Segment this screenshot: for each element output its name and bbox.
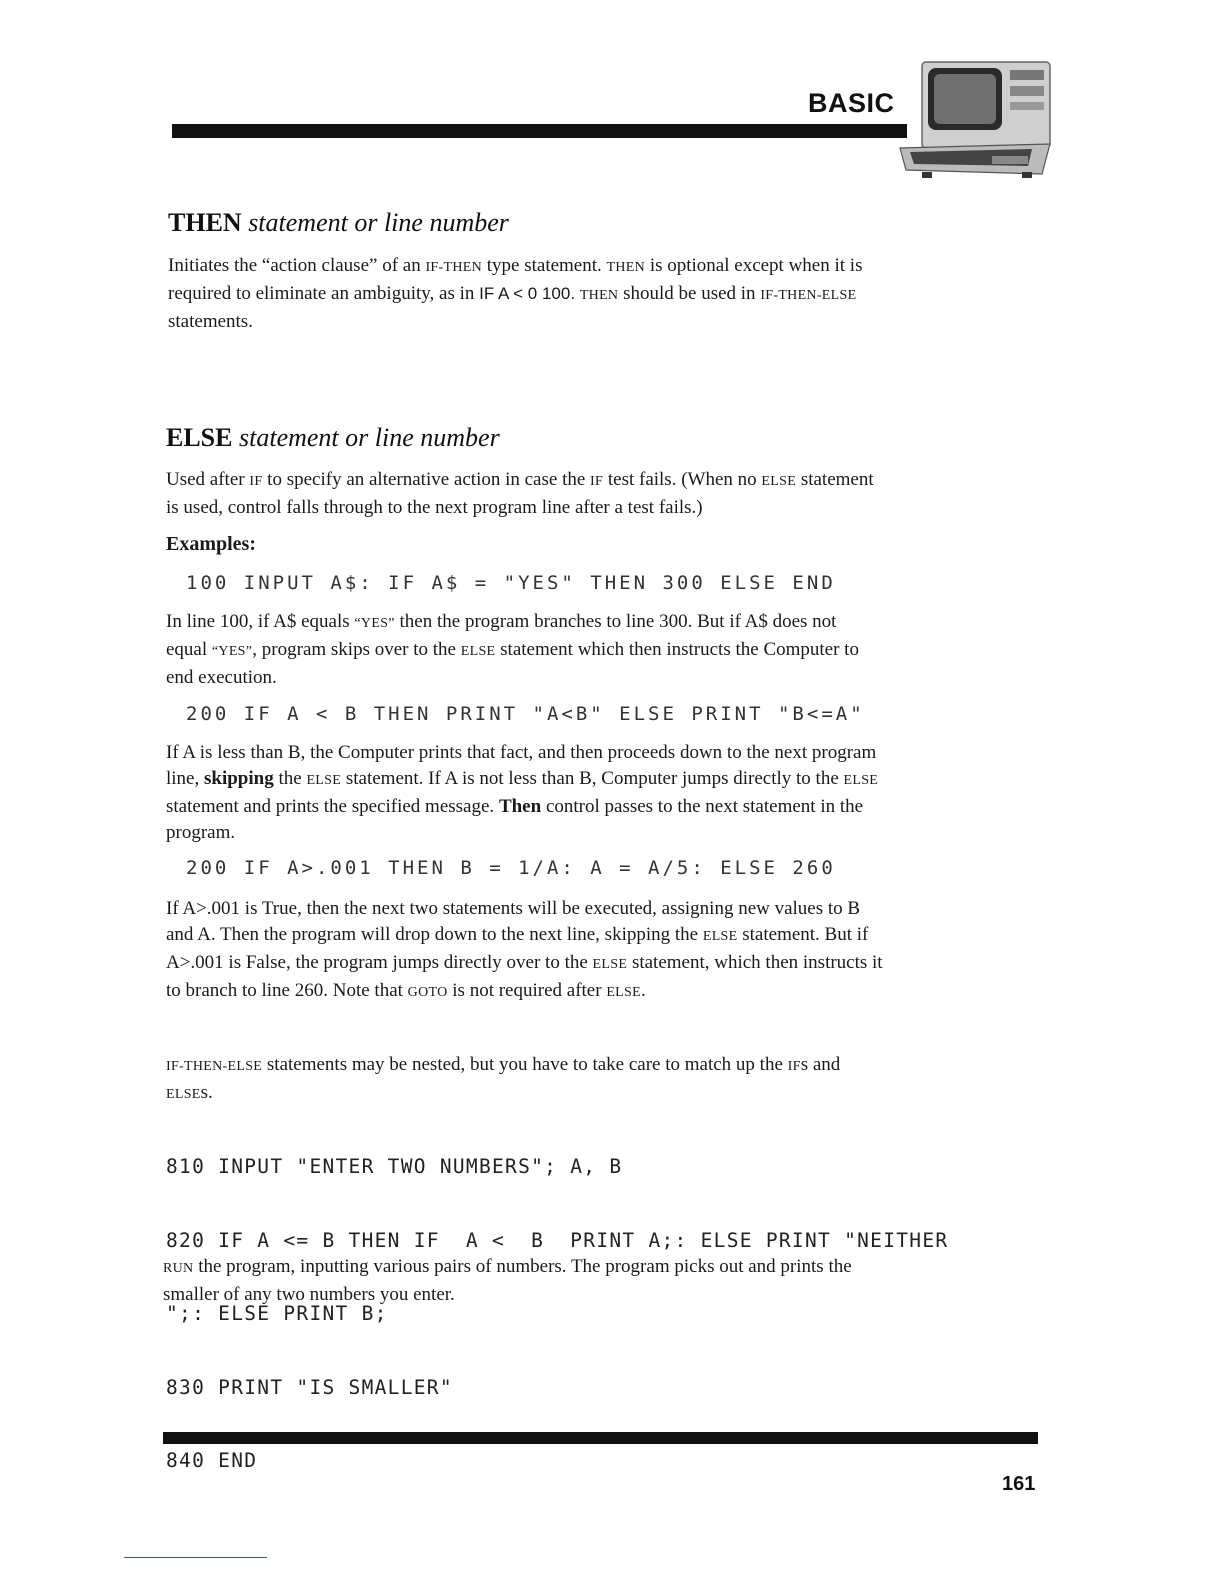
program-line: ";: ELSE PRINT B; (166, 1302, 388, 1325)
then-heading: THEN statement or line number (168, 208, 509, 237)
section-title: BASIC (808, 88, 895, 118)
example-2-explanation: If A is less than B, the Computer prints that fact, and then proceeds down to the next program line, skipping the ELSE statement. If A is not less than B, Computer jumps directly to the ELSE statement and prints the specified message. Then control passes to the next statement in the program. (166, 742, 879, 843)
page-number: 161 (1002, 1473, 1036, 1495)
nesting-note: IF-THEN-ELSE statements may be nested, but you have to take care to match up the IFs and ELSEs. (166, 1054, 841, 1103)
code-example-3: 200 IF A>.001 THEN B = 1/A: A = A/5: ELSE 260 (186, 857, 836, 879)
footer-divider (124, 1557, 267, 1558)
example-3-explanation: If A>.001 is True, then the next two statements will be executed, assigning new values to B and A. Then the program will drop down to the next line, skipping the ELSE statement. But if A>.001 is False, the program jumps directly over to the ELSE statement, which then instructs it to branch to line 260. Note that GOTO is not required after ELSE. (166, 898, 883, 1001)
footer-rule (163, 1432, 1038, 1444)
else-heading: ELSE statement or line number (166, 423, 500, 452)
then-paragraph: Initiates the “action clause” of an IF-THEN type statement. THEN is optional except when it is required to eliminate an ambiguity, as in IF A < 0 100. THEN should be used in IF-THEN-ELSE statements. (168, 255, 863, 332)
header-rule (172, 124, 907, 138)
code-example-1: 100 INPUT A$: IF A$ = "YES" THEN 300 ELSE END (186, 572, 836, 594)
vintage-computer-icon (892, 56, 1064, 184)
program-line: 810 INPUT "ENTER TWO NUMBERS"; A, B (166, 1155, 623, 1178)
example-1-explanation: In line 100, if A$ equals “YES” then the program branches to line 300. But if A$ does not equal “YES”, program skips over to the ELSE statement which then instructs the Computer to end execution. (166, 611, 859, 688)
program-line: 830 PRINT "IS SMALLER" (166, 1375, 453, 1399)
code-example-2: 200 IF A < B THEN PRINT "A<B" ELSE PRINT "B<=A" (186, 703, 865, 725)
run-instructions: RUN the program, inputting various pairs of numbers. The program picks out and prints the smaller of any two numbers you enter. (163, 1256, 852, 1305)
program-line: 840 END (166, 1449, 258, 1472)
examples-label: Examples: (166, 533, 256, 555)
program-line: 820 IF A <= B THEN IF A < B PRINT A;: ELSE PRINT "NEITHER (166, 1228, 949, 1252)
else-paragraph: Used after IF to specify an alternative action in case the IF test fails. (When no ELSE statement is used, control falls through to the next program line after a test fails.) (166, 469, 874, 518)
